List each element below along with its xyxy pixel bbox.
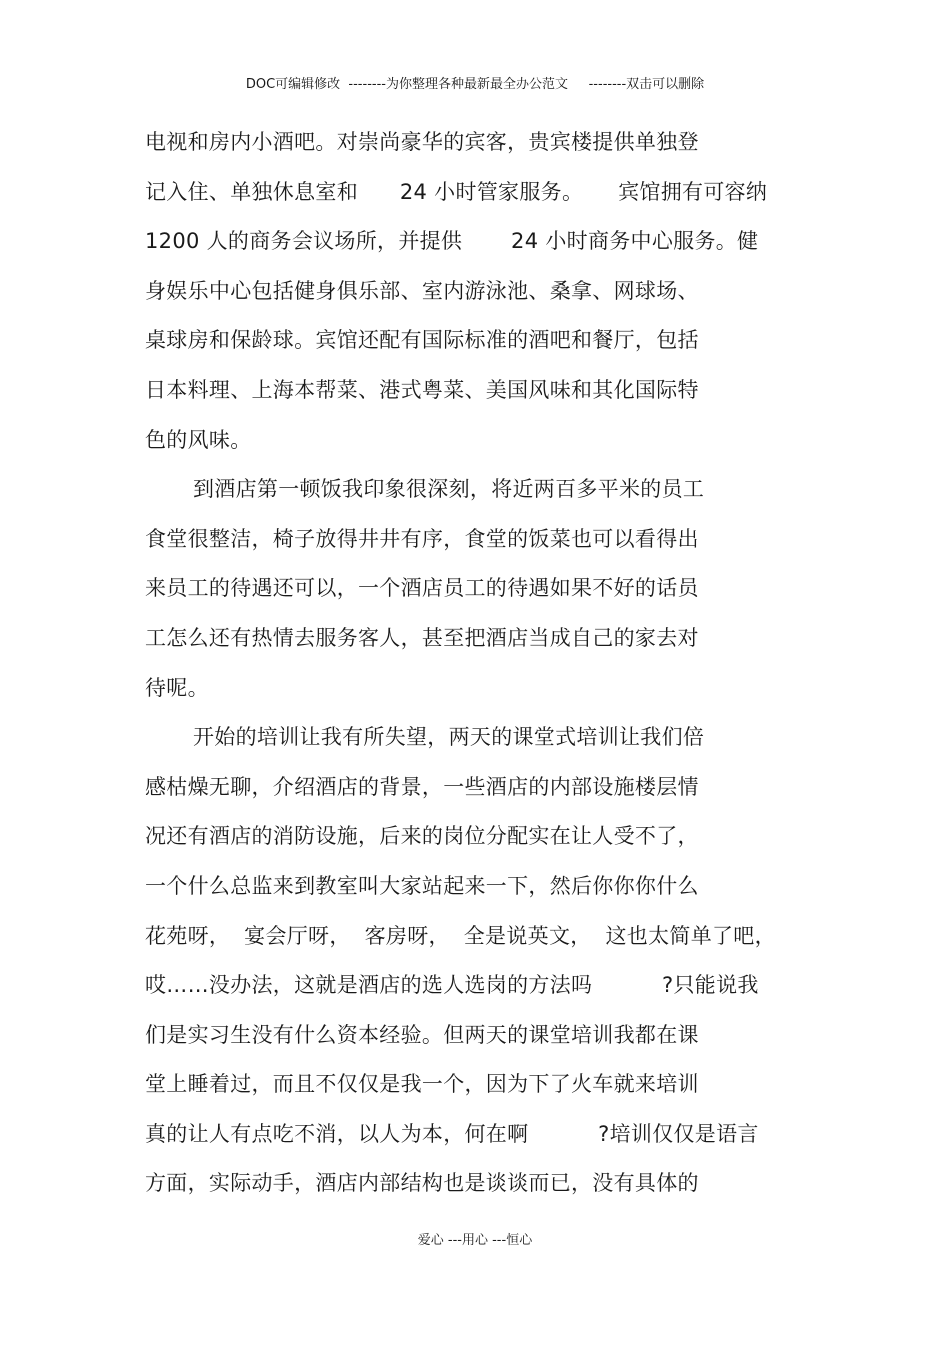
text-line: 1200 人的商务会议场所，并提供 24 小时商务中心服务。健 [145,229,759,254]
text-line: 工怎么还有热情去服务客人，甚至把酒店当成自己的家去对 [145,625,699,650]
text-line: 记入住、单独休息室和 24 小时管家服务。 宾馆拥有可容纳 [145,179,768,204]
paragraph-first-line: 开始的培训让我有所失望，两天的课堂式培训让我们倍 [193,725,705,750]
text-line: 哎……没办法，这就是酒店的选人选岗的方法吗 ?只能说我 [145,973,759,998]
text-line: 花苑呀， 宴会厅呀， 客房呀， 全是说英文， 这也太简单了吧， [145,923,776,948]
page-footer: 爱心 ---用心 ---恒心 [417,1233,533,1248]
text-line: 来员工的待遇还可以，一个酒店员工的待遇如果不好的话员 [145,576,699,601]
text-line: 色的风味。 [145,427,252,452]
text-line: 感枯燥无聊，介绍酒店的背景，一些酒店的内部设施楼层情 [145,774,699,799]
text-line: 一个什么总监来到教室叫大家站起来一下，然后你你你什么 [145,873,699,898]
body-text [145,124,805,1215]
text-line: 日本料理、上海本帮菜、港式粤菜、美国风味和其化国际特 [145,377,699,402]
text-line: 况还有酒店的消防设施，后来的岗位分配实在让人受不了， [145,824,699,849]
text-line: 电视和房内小酒吧。对崇尚豪华的宾客，贵宾楼提供单独登 [145,130,699,154]
text-line: 方面，实际动手，酒店内部结构也是谈谈而已，没有具体的 [145,1171,699,1196]
text-line: 身娱乐中心包括健身俱乐部、室内游泳池、桑拿、网球场、 [145,278,699,303]
paragraph-first-line: 到酒店第一顿饭我印象很深刻，将近两百多平米的员工 [193,477,705,502]
text-line: 堂上睡着过，而且不仅仅是我一个，因为下了火车就来培训 [145,1072,699,1097]
text-line: 真的让人有点吃不消，以人为本，何在啊 ?培训仅仅是语言 [145,1121,759,1146]
text-line: 桌球房和保龄球。宾馆还配有国际标准的酒吧和餐厅，包括 [145,328,699,353]
text-line: 食堂很整洁，椅子放得井井有序，食堂的饭菜也可以看得出 [145,526,699,551]
page-header: DOC可编辑修改 --------为你整理各种最新最全办公范文 --------双击可以删除 [245,77,705,92]
text-line: 们是实习生没有什么资本经验。但两天的课堂培训我都在课 [145,1022,699,1047]
text-line: 待呢。 [145,675,209,700]
